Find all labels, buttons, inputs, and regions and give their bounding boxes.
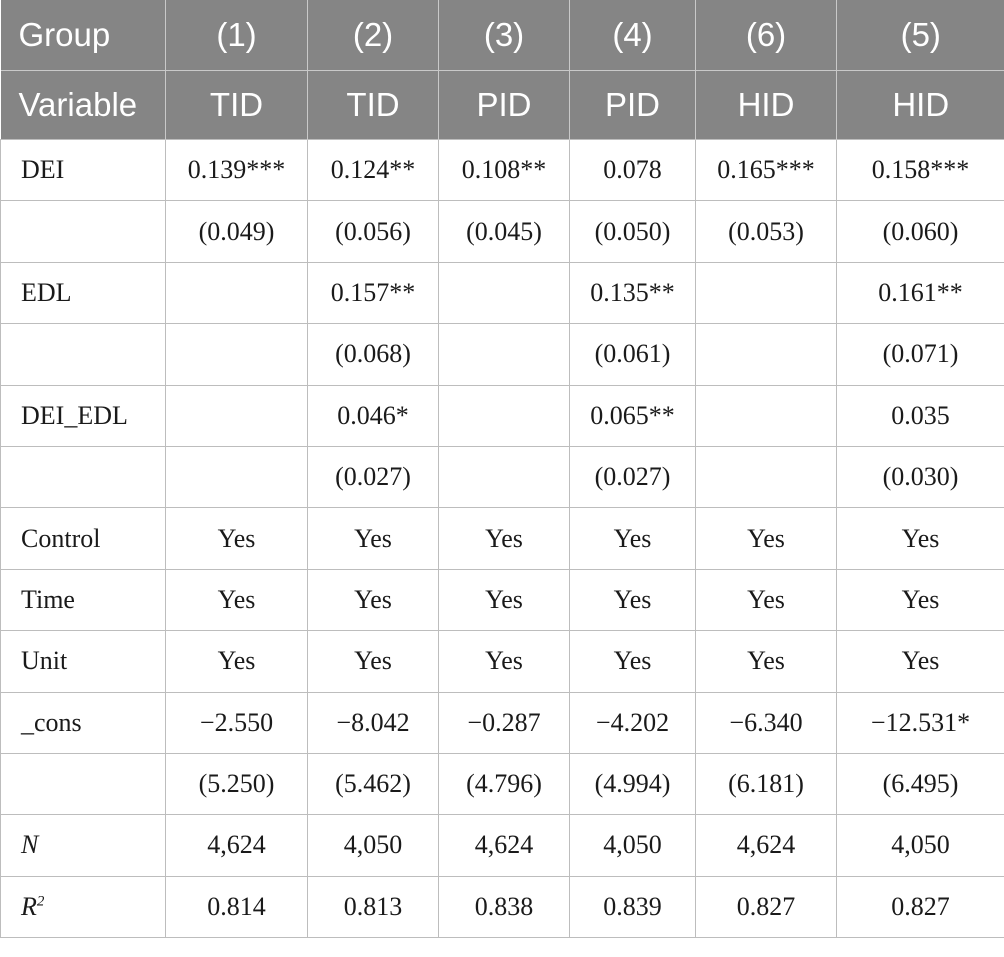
table-cell: Yes xyxy=(570,631,696,692)
table-cell: (0.071) xyxy=(837,324,1004,385)
table-cell: (0.056) xyxy=(308,201,439,262)
table-cell: Yes xyxy=(166,569,308,630)
table-cell xyxy=(696,324,837,385)
table-cell: 0.827 xyxy=(696,876,837,937)
table-cell: 0.161** xyxy=(837,262,1004,323)
table-cell: 0.838 xyxy=(439,876,570,937)
table-cell: 0.078 xyxy=(570,140,696,201)
row-label xyxy=(1,201,166,262)
row-label: _cons xyxy=(1,692,166,753)
row-label xyxy=(1,324,166,385)
header-cell: Variable xyxy=(1,71,166,140)
row-label: DEI_EDL xyxy=(1,385,166,446)
table-cell xyxy=(696,385,837,446)
table-cell: Yes xyxy=(308,631,439,692)
table-row xyxy=(1,753,1004,814)
table-cell: 4,624 xyxy=(166,815,308,876)
table-cell: 0.046* xyxy=(308,385,439,446)
table-cell: Yes xyxy=(166,631,308,692)
table-cell: (5.250) xyxy=(166,753,308,814)
table-cell: 0.165*** xyxy=(696,140,837,201)
table-cell: Yes xyxy=(308,569,439,630)
table-cell: 0.108** xyxy=(439,140,570,201)
table-cell: Yes xyxy=(439,508,570,569)
row-label: Unit xyxy=(1,631,166,692)
table-header xyxy=(1,0,1004,140)
table-cell: 4,624 xyxy=(696,815,837,876)
table-cell: (6.495) xyxy=(837,753,1004,814)
table-row xyxy=(1,508,1004,569)
table-cell xyxy=(439,446,570,507)
table-cell xyxy=(696,262,837,323)
table-cell: Yes xyxy=(696,508,837,569)
table-cell: Yes xyxy=(570,569,696,630)
header-cell: HID xyxy=(696,71,837,140)
table-cell: −12.531* xyxy=(837,692,1004,753)
header-cell: TID xyxy=(166,71,308,140)
table-cell xyxy=(439,385,570,446)
table-cell: Yes xyxy=(696,569,837,630)
row-label-text: R xyxy=(21,891,37,921)
table-row xyxy=(1,446,1004,507)
row-label: N xyxy=(1,815,166,876)
table-cell: (4.796) xyxy=(439,753,570,814)
table-cell: −6.340 xyxy=(696,692,837,753)
table-cell: 4,050 xyxy=(570,815,696,876)
table-cell xyxy=(166,385,308,446)
table-body xyxy=(1,140,1004,938)
header-cell: HID xyxy=(837,71,1004,140)
header-row-group xyxy=(1,0,1004,71)
table-row xyxy=(1,262,1004,323)
row-label xyxy=(1,753,166,814)
table-row xyxy=(1,201,1004,262)
row-label xyxy=(1,446,166,507)
table-cell: Yes xyxy=(837,508,1004,569)
table-row xyxy=(1,569,1004,630)
table-row xyxy=(1,324,1004,385)
header-cell: (1) xyxy=(166,0,308,71)
table-cell: 0.813 xyxy=(308,876,439,937)
table-cell: Yes xyxy=(439,631,570,692)
table-cell: 4,050 xyxy=(308,815,439,876)
header-cell: (3) xyxy=(439,0,570,71)
table-row xyxy=(1,140,1004,201)
table-cell xyxy=(166,262,308,323)
table-cell: Yes xyxy=(696,631,837,692)
table-cell: (0.068) xyxy=(308,324,439,385)
table-row xyxy=(1,385,1004,446)
table-cell: Yes xyxy=(570,508,696,569)
table-row xyxy=(1,815,1004,876)
table-cell: (0.049) xyxy=(166,201,308,262)
header-cell: TID xyxy=(308,71,439,140)
table-cell: −4.202 xyxy=(570,692,696,753)
table-cell: (0.053) xyxy=(696,201,837,262)
header-cell: Group xyxy=(1,0,166,71)
table-row xyxy=(1,692,1004,753)
header-cell: PID xyxy=(570,71,696,140)
table-cell: 4,624 xyxy=(439,815,570,876)
table-cell: (0.030) xyxy=(837,446,1004,507)
table-cell: 0.124** xyxy=(308,140,439,201)
row-label: Time xyxy=(1,569,166,630)
row-label: DEI xyxy=(1,140,166,201)
table-cell: 0.065** xyxy=(570,385,696,446)
table-cell: 0.839 xyxy=(570,876,696,937)
table-cell: (0.061) xyxy=(570,324,696,385)
table-cell xyxy=(166,446,308,507)
table-row xyxy=(1,631,1004,692)
row-label xyxy=(1,876,166,937)
table-cell: (6.181) xyxy=(696,753,837,814)
table-cell: 0.157** xyxy=(308,262,439,323)
table-cell: 0.158*** xyxy=(837,140,1004,201)
table-cell: Yes xyxy=(166,508,308,569)
table-cell: 0.814 xyxy=(166,876,308,937)
table-cell: (0.027) xyxy=(570,446,696,507)
table-cell: −0.287 xyxy=(439,692,570,753)
row-label: Control xyxy=(1,508,166,569)
header-cell: (4) xyxy=(570,0,696,71)
header-cell: (2) xyxy=(308,0,439,71)
table-cell: Yes xyxy=(308,508,439,569)
row-label-superscript: 2 xyxy=(36,893,45,910)
table-cell: (0.045) xyxy=(439,201,570,262)
table-cell xyxy=(166,324,308,385)
table-cell: 4,050 xyxy=(837,815,1004,876)
table-cell: 0.827 xyxy=(837,876,1004,937)
header-row-variable xyxy=(1,71,1004,140)
row-label: EDL xyxy=(1,262,166,323)
table-cell: 0.035 xyxy=(837,385,1004,446)
table-cell xyxy=(439,262,570,323)
header-cell: (5) xyxy=(837,0,1004,71)
header-cell: PID xyxy=(439,71,570,140)
table-cell xyxy=(696,446,837,507)
header-cell: (6) xyxy=(696,0,837,71)
table-cell: (0.060) xyxy=(837,201,1004,262)
table-cell: (0.050) xyxy=(570,201,696,262)
table-cell: Yes xyxy=(837,569,1004,630)
table-cell: 0.135** xyxy=(570,262,696,323)
table-cell: −2.550 xyxy=(166,692,308,753)
table-cell xyxy=(439,324,570,385)
table-cell: (0.027) xyxy=(308,446,439,507)
table-cell: Yes xyxy=(837,631,1004,692)
table-cell: −8.042 xyxy=(308,692,439,753)
table-row xyxy=(1,876,1004,937)
table-cell: 0.139*** xyxy=(166,140,308,201)
table-cell: Yes xyxy=(439,569,570,630)
table-cell: (5.462) xyxy=(308,753,439,814)
table-cell: (4.994) xyxy=(570,753,696,814)
